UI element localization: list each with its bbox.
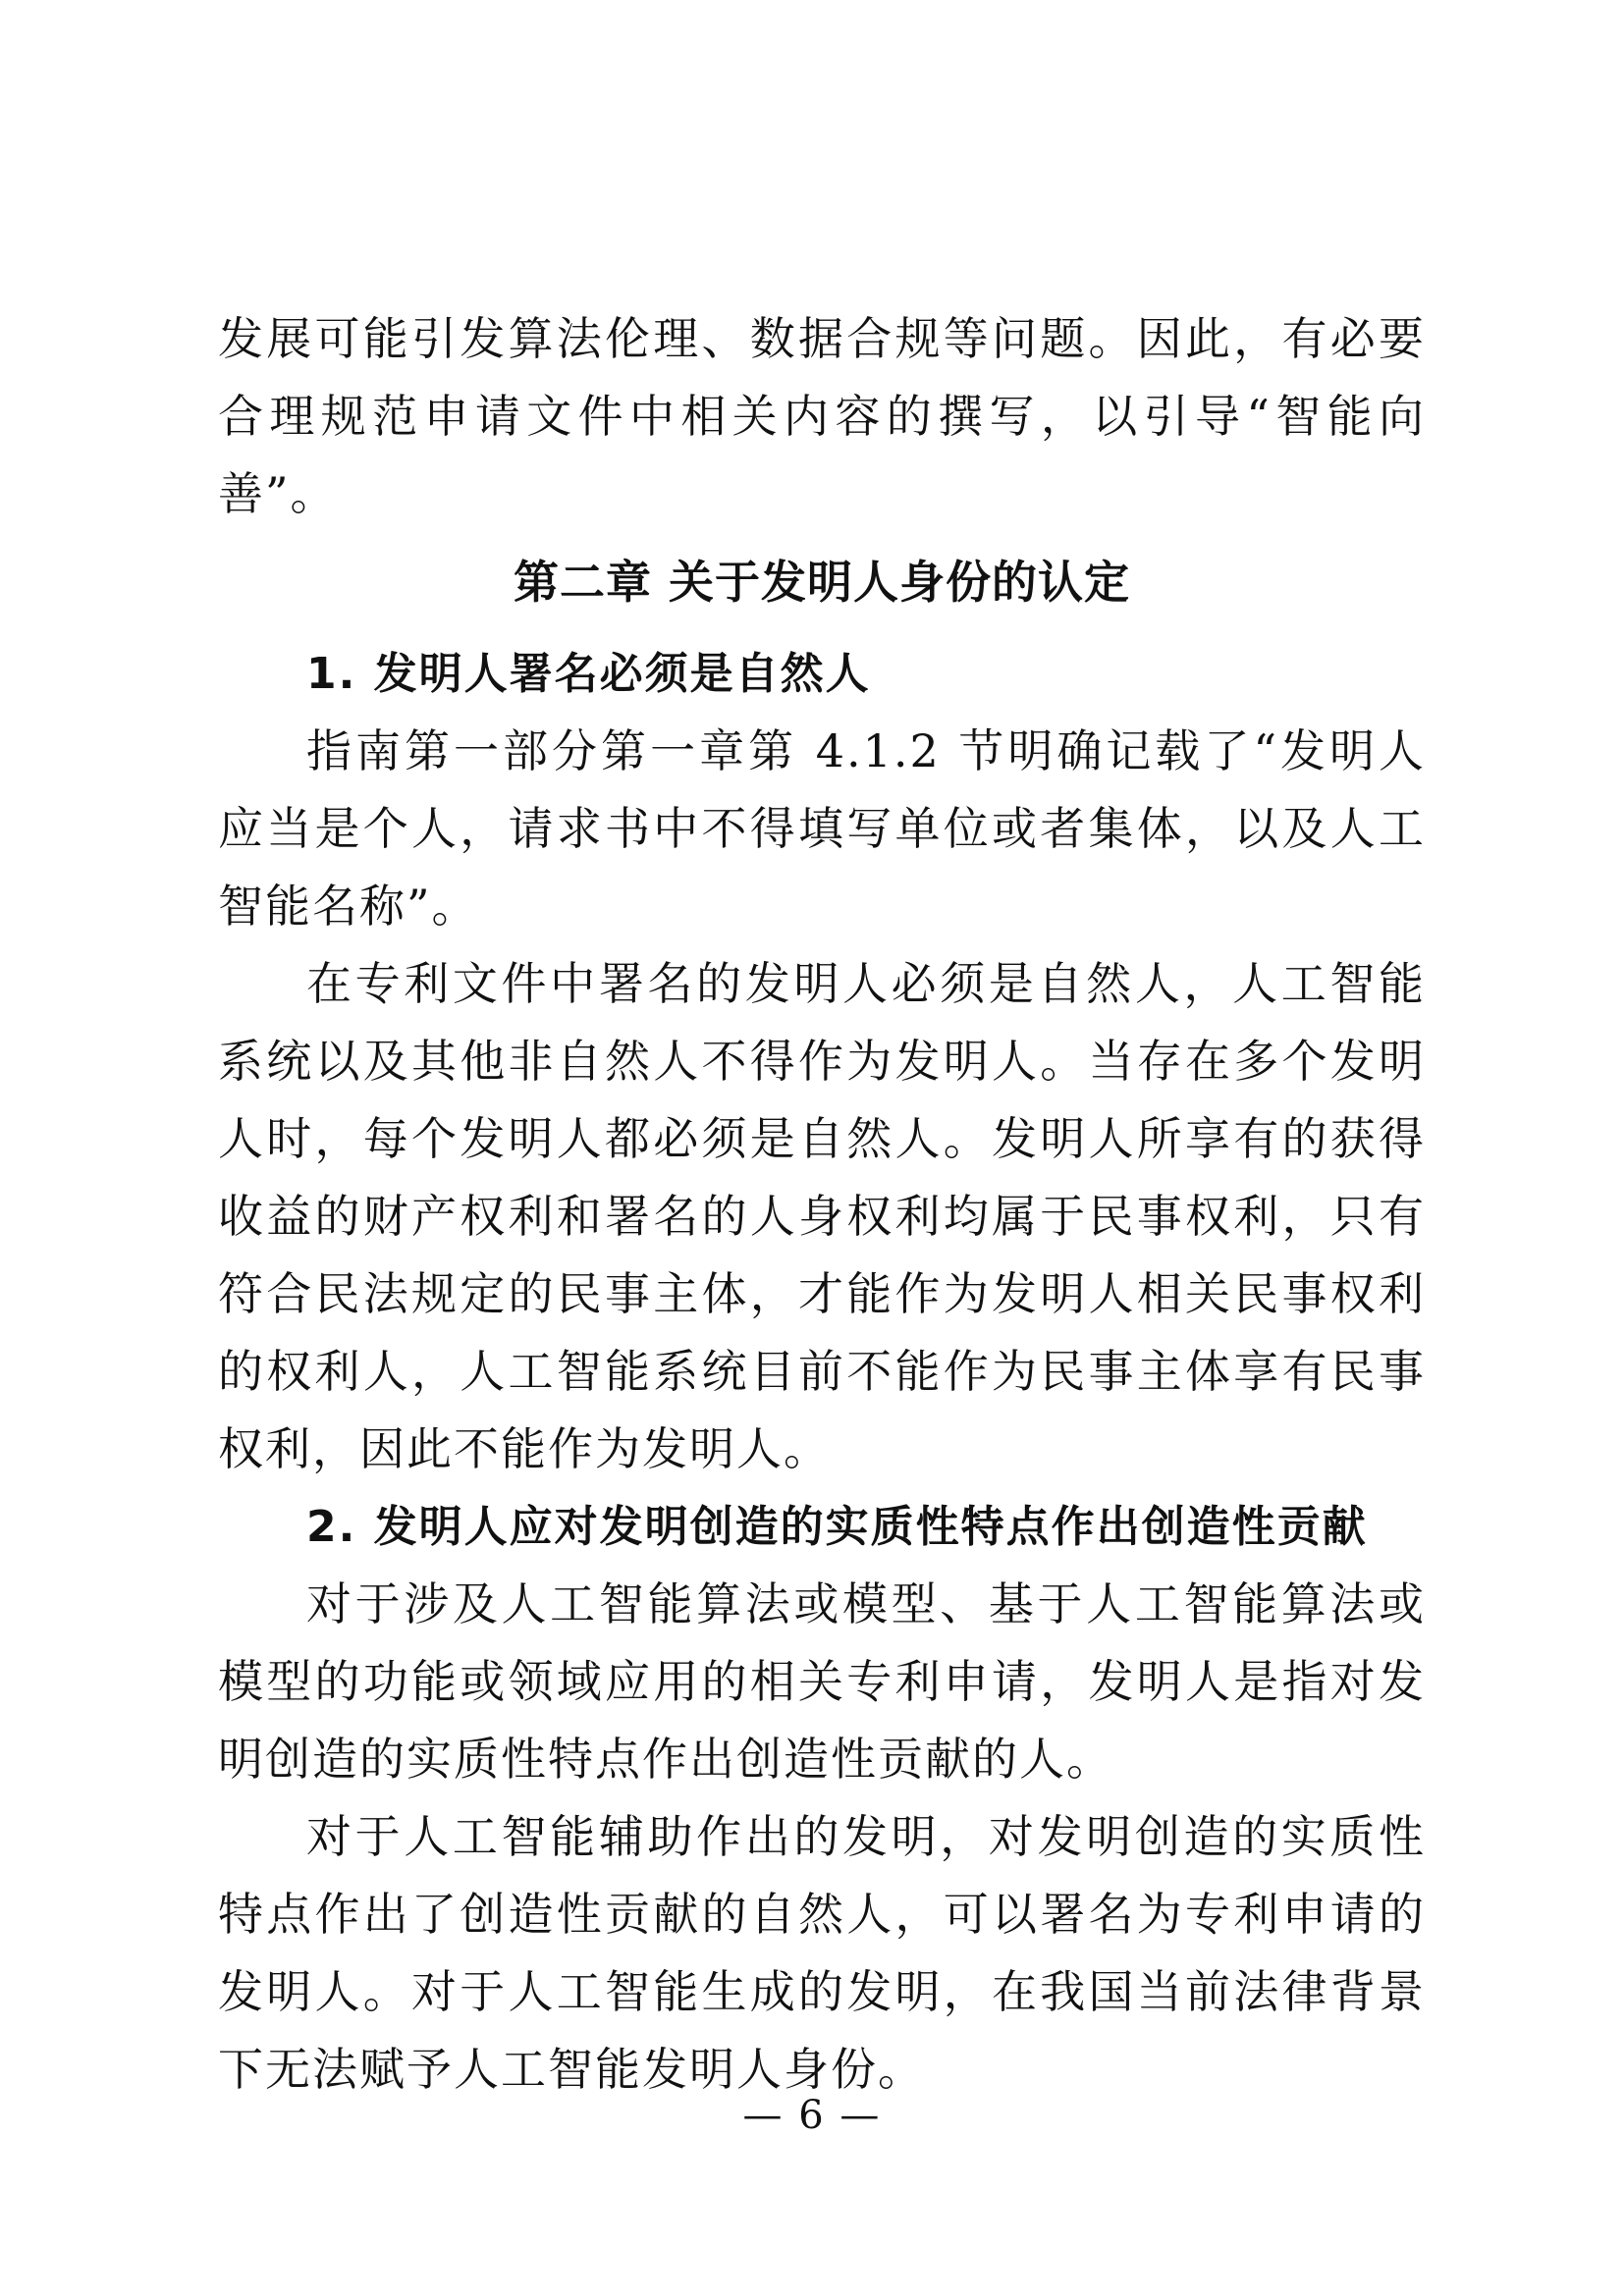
section-1-paragraph-1: 指南第一部分第一章第 4.1.2 节明确记载了“发明人应当是个人，请求书中不得填写单位或者集体，以及人工智能名称”。 [218,724,1426,933]
section-heading-2: 2. 发明人应对发明创造的实质性特点作出创造性贡献 [306,1502,1368,1552]
intro-paragraph: 发展可能引发算法伦理、数据合规等问题。因此，有必要合理规范申请文件中相关内容的撰写，以引导“智能向善”。 [218,312,1426,520]
chapter-title: 第二章 关于发明人身份的认定 [513,556,1130,609]
section-1-paragraph-2: 在专利文件中署名的发明人必须是自然人，人工智能系统以及其他非自然人不得作为发明人。当存在多个发明人时，每个发明人都必须是自然人。发明人所享有的获得收益的财产权利和署名的人身权利均属于民事权利，只有符合民法规定的民事主体，才能作为发明人相关民事权利的权利人，人工智能系统目前不能作为民事主体享有民事权利，因此不能作为发明人。 [218,957,1426,1475]
section-heading-1: 1. 发明人署名必须是自然人 [306,649,871,699]
page-content [218,300,1426,2109]
section-2-paragraph-1: 对于涉及人工智能算法或模型、基于人工智能算法或模型的功能或领域应用的相关专利申请，发明人是指对发明创造的实质性特点作出创造性贡献的人。 [218,1577,1426,1786]
section-2-paragraph-2: 对于人工智能辅助作出的发明，对发明创造的实质性特点作出了创造性贡献的自然人，可以署名为专利申请的发明人。对于人工智能生成的发明，在我国当前法律背景下无法赋予人工智能发明人身份。 [218,1810,1426,2096]
page-number: — 6 — [742,2093,882,2138]
